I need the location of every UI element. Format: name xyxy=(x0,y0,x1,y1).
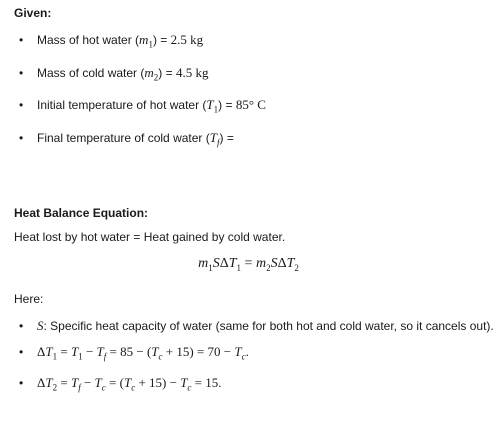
given-item-label: Mass of cold water ( xyxy=(37,65,145,80)
given-item-symbol: $m_2$ xyxy=(144,64,159,83)
given-item-final-temp xyxy=(14,130,489,151)
given-item-initial-temp xyxy=(14,97,489,118)
given-item-symbol: $T_1$ xyxy=(206,97,219,115)
given-item-symbol: $T_f$ xyxy=(209,129,220,148)
heat-balance-heading: Heat Balance Equation: xyxy=(14,206,149,220)
here-label: Here: xyxy=(14,292,44,306)
given-item-label: Mass of hot water ( xyxy=(37,33,140,47)
bullet-icon: • xyxy=(19,345,24,359)
given-item-symbol: $m_1$ xyxy=(139,32,153,50)
given-item-equals: ) = xyxy=(218,98,236,113)
given-item-equals: ) = xyxy=(219,130,234,145)
given-item-cold-mass xyxy=(14,65,489,86)
given-item-hot-mass xyxy=(14,32,489,53)
here-item-text: : Specific heat capacity of water (same for both hot and cold water, so it cancels out). xyxy=(43,319,494,333)
here-item-equation: $\Delta T_1 = T_1 - T_f = 85 - (T_c + 15) = 70 - T_c$. xyxy=(37,344,249,362)
heat-balance-statement-container xyxy=(14,230,489,244)
given-item-equals: ) = xyxy=(158,65,176,80)
bullet-icon: • xyxy=(19,65,24,80)
given-item-value: 4.5 kg xyxy=(175,64,209,80)
given-item-value: 2.5 kg xyxy=(170,32,204,47)
given-item-label: Final temperature of cold water ( xyxy=(37,130,210,145)
here-list-container xyxy=(14,318,494,395)
bullet-icon: • xyxy=(19,130,24,145)
given-item-label: Initial temperature of hot water ( xyxy=(37,98,207,113)
here-item-delta-t1 xyxy=(14,344,489,365)
here-section xyxy=(14,292,489,306)
given-list-container xyxy=(14,32,489,150)
bullet-icon: • xyxy=(19,375,24,390)
here-item-symbol: S xyxy=(37,318,44,333)
bullet-icon: • xyxy=(19,319,24,333)
here-list xyxy=(14,318,494,395)
heat-balance-statement: Heat lost by hot water = Heat gained by cold water. xyxy=(14,230,286,244)
given-list xyxy=(14,32,489,150)
given-item-value: 85° C xyxy=(235,97,266,113)
given-section xyxy=(14,6,489,20)
given-heading: Given: xyxy=(14,6,52,20)
here-item-equation: $\Delta T_2 = T_f - T_c = (T_c + 15) - T_c = 15$. xyxy=(37,374,222,393)
bullet-icon: • xyxy=(19,33,24,47)
here-item-delta-t2 xyxy=(14,375,489,396)
given-item-equals: ) = xyxy=(152,33,171,47)
bullet-icon: • xyxy=(19,98,24,113)
heat-balance-section xyxy=(14,206,489,220)
heat-balance-equation: $m_1S\Delta T_1 = m_2S\Delta T_2$ xyxy=(198,256,299,273)
here-item-specific-heat xyxy=(14,318,494,334)
